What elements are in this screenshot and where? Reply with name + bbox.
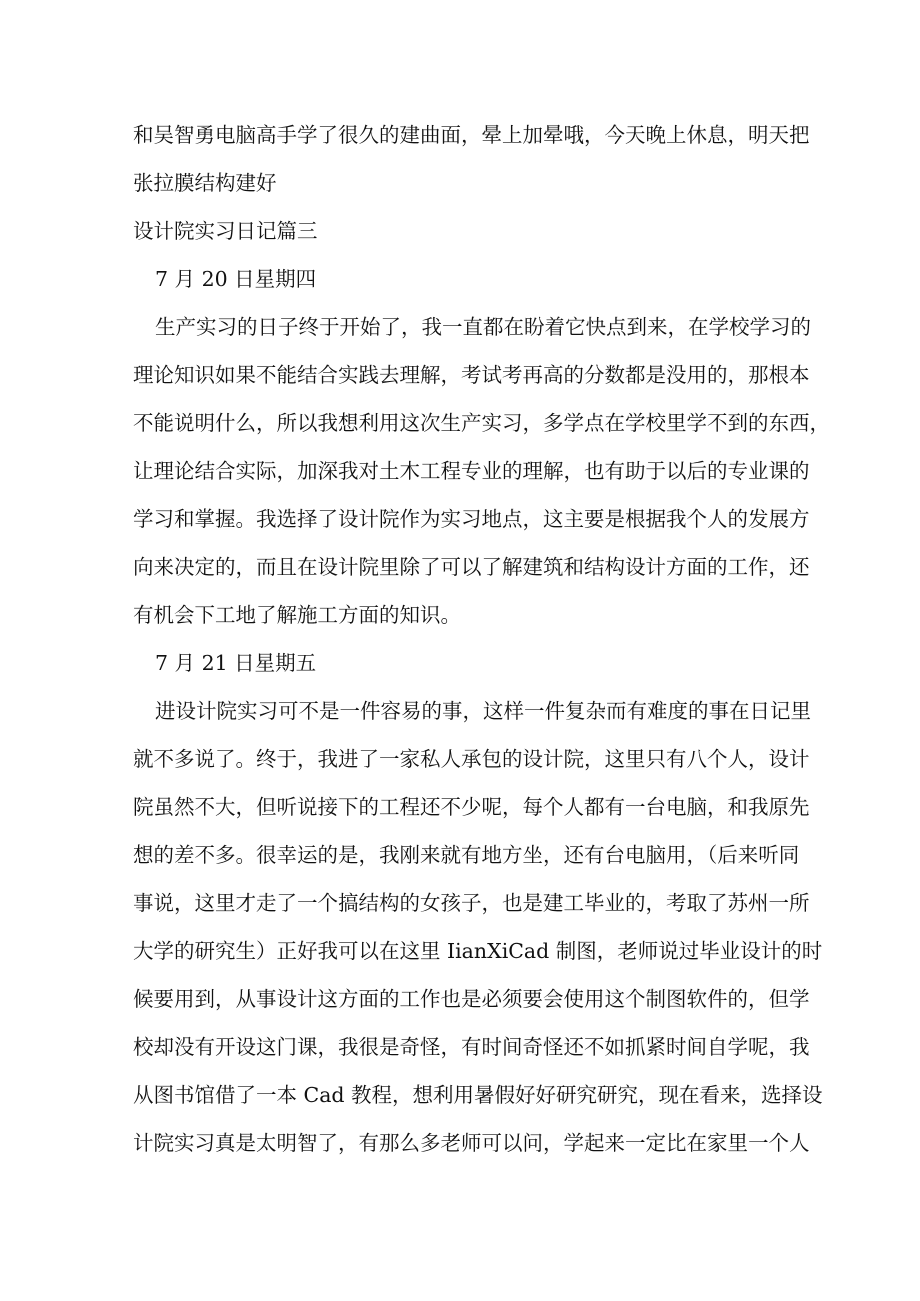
entry2-line-3: 院虽然不大，但听说接下的工程还不少呢，每个人都有一台电脑，和我原先 [133,795,810,819]
entry1-line-4: 让理论结合实际，加深我对土木工程专业的理解，也有助于以后的专业课的 [133,459,810,483]
entry2-line-9: 从图书馆借了一本 Cad 教程，想利用暑假好好研究研究，现在看来，选择设 [133,1083,823,1107]
entry2-line-10: 计院实习真是太明智了，有那么多老师可以问，学起来一定比在家里一个人 [133,1131,810,1155]
intro-line-2: 张拉膜结构建好 [133,171,277,195]
entry2-line-4: 想的差不多。很幸运的是，我刚来就有地方坐，还有台电脑用，（后来听同 [133,843,800,867]
section-title: 设计院实习日记篇三 [133,219,318,243]
entry1-line-2: 理论知识如果不能结合实践去理解，考试考再高的分数都是没用的，那根本 [133,363,810,387]
entry1-line-1: 生产实习的日子终于开始了，我一直都在盼着它快点到来，在学校学习的 [155,315,811,339]
entry2-line-2: 就不多说了。终于，我进了一家私人承包的设计院，这里只有八个人，设计 [133,747,810,771]
entry2-line-7: 候要用到，从事设计这方面的工作也是必须要会使用这个制图软件的，但学 [133,987,810,1011]
entry1-line-6: 向来决定的，而且在设计院里除了可以了解建筑和结构设计方面的工作，还 [133,555,810,579]
entry2-line-1: 进设计院实习可不是一件容易的事，这样一件复杂而有难度的事在日记里 [155,699,811,723]
entry2-line-6: 大学的研究生）正好我可以在这里 IianXiCad 制图，老师说过毕业设计的时 [133,939,823,963]
entry2-line-8: 校却没有开设这门课，我很是奇怪，有时间奇怪还不如抓紧时间自学呢，我 [133,1035,810,1059]
entry2-line-5: 事说，这里才走了一个搞结构的女孩子，也是建工毕业的，考取了苏州一所 [133,891,810,915]
entry-date-2: 7 月 21 日星期五 [155,651,317,675]
entry1-line-7: 有机会下工地了解施工方面的知识。 [133,603,461,627]
intro-line-1: 和吴智勇电脑高手学了很久的建曲面，晕上加晕哦，今天晚上休息，明天把 [133,123,810,147]
entry1-line-5: 学习和掌握。我选择了设计院作为实习地点，这主要是根据我个人的发展方 [133,507,810,531]
entry-date-1: 7 月 20 日星期四 [155,267,317,291]
entry1-line-3: 不能说明什么，所以我想利用这次生产实习，多学点在学校里学不到的东西， [133,411,830,435]
